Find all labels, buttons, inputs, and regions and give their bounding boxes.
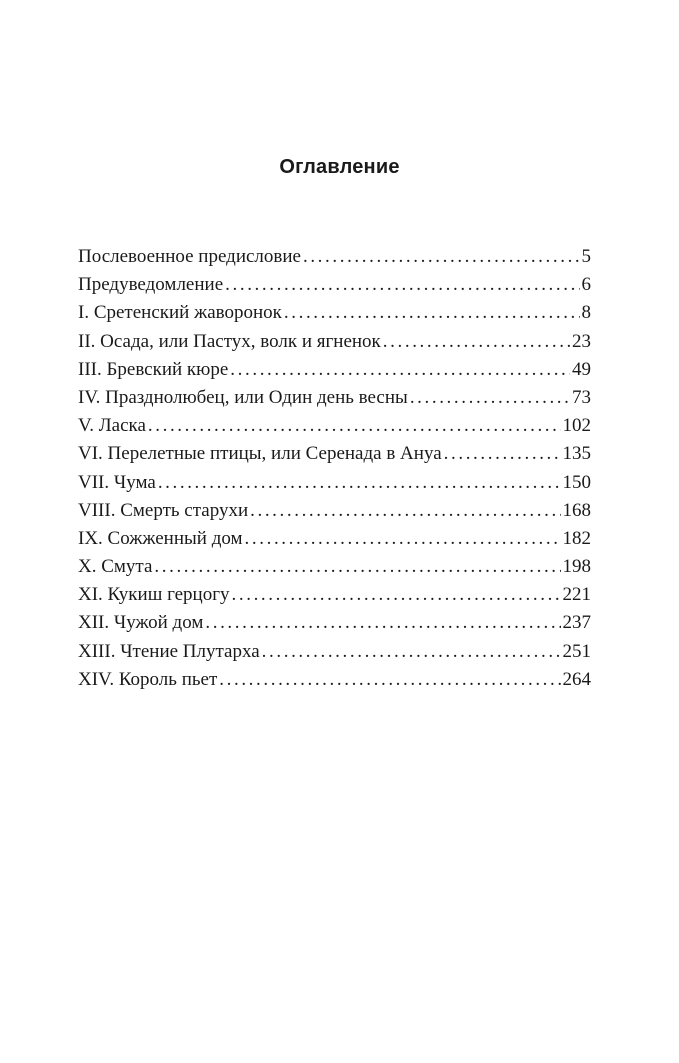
toc-entry-title: Послевоенное предисловие	[78, 246, 301, 267]
toc-entry[interactable]	[78, 469, 591, 497]
toc-entry-title: XII. Чужой дом	[78, 612, 204, 634]
toc-entry-title: XIII. Чтение Плутарха	[78, 640, 260, 662]
toc-page-number: 8	[581, 302, 591, 324]
toc-page-number: 264	[562, 668, 591, 690]
toc-page-number: 102	[562, 415, 591, 437]
toc-entry-title: XIV. Король пьет	[78, 668, 218, 690]
toc-page-number: 198	[562, 556, 591, 578]
toc-page-number: 135	[562, 443, 591, 465]
toc-leader-dots	[158, 469, 561, 497]
toc-entry[interactable]	[78, 666, 591, 694]
toc-entry[interactable]	[78, 638, 591, 666]
toc-entry[interactable]	[78, 581, 591, 609]
toc-page-number: 5	[581, 246, 591, 267]
toc-page-number: 251	[562, 640, 591, 662]
toc-entry-title: Предуведомление	[78, 274, 224, 296]
toc-entry-title: IX. Сожженный дом	[78, 527, 243, 549]
toc-entry[interactable]	[78, 384, 591, 412]
toc-entry[interactable]	[78, 299, 591, 327]
toc-entry-title: V. Ласка	[78, 415, 146, 437]
toc-leader-dots	[262, 638, 561, 666]
toc-leader-dots	[225, 271, 579, 299]
toc-page-number: 49	[572, 358, 591, 380]
toc-entry[interactable]	[78, 271, 591, 299]
toc-leader-dots	[444, 440, 561, 468]
toc-page-number: 23	[572, 330, 591, 352]
toc-page-number: 6	[581, 274, 591, 296]
toc-leader-dots	[230, 356, 570, 384]
toc-leader-dots	[205, 609, 560, 637]
toc-entry-title: VI. Перелетные птицы, или Серенада в Ануа	[78, 443, 442, 465]
toc-page-number: 73	[572, 386, 591, 408]
toc-leader-dots	[148, 412, 561, 440]
toc-entry[interactable]	[78, 412, 591, 440]
toc-entry-title: II. Осада, или Пастух, волк и ягненок	[78, 330, 381, 352]
toc-entry-title: VIII. Смерть старухи	[78, 499, 249, 521]
toc-entry[interactable]	[78, 553, 591, 581]
toc-leader-dots	[250, 497, 560, 525]
toc-entry[interactable]	[78, 356, 591, 384]
toc-leader-dots	[303, 243, 580, 271]
toc-page-number: 221	[562, 584, 591, 606]
toc-entry-title: X. Смута	[78, 556, 153, 578]
toc-page-number: 168	[562, 499, 591, 521]
toc-entry[interactable]	[78, 525, 591, 553]
toc-entry-title: I. Сретенский жаворонок	[78, 302, 282, 324]
toc-leader-dots	[219, 666, 560, 694]
toc-entry[interactable]	[78, 609, 591, 637]
toc-page-number: 150	[562, 471, 591, 493]
toc-leader-dots	[410, 384, 570, 412]
toc-entry[interactable]	[78, 497, 591, 525]
toc-entry[interactable]	[78, 328, 591, 356]
toc-entry-title: XI. Кукиш герцогу	[78, 584, 230, 606]
toc-page-number: 237	[562, 612, 591, 634]
toc-entry-title: VII. Чума	[78, 471, 156, 493]
toc-entry-title: III. Бревский кюре	[78, 358, 229, 380]
toc-heading: Оглавление	[279, 156, 400, 178]
toc-entry-title: IV. Празднолюбец, или Один день весны	[78, 386, 408, 408]
toc-entry[interactable]	[78, 440, 591, 468]
toc-leader-dots	[284, 299, 580, 327]
toc-leader-dots	[232, 581, 561, 609]
toc-page-number: 182	[562, 527, 591, 549]
toc-list	[78, 243, 591, 694]
toc-leader-dots	[154, 553, 560, 581]
toc-leader-dots	[383, 328, 570, 356]
toc-leader-dots	[245, 525, 561, 553]
toc-entry[interactable]	[78, 243, 591, 271]
